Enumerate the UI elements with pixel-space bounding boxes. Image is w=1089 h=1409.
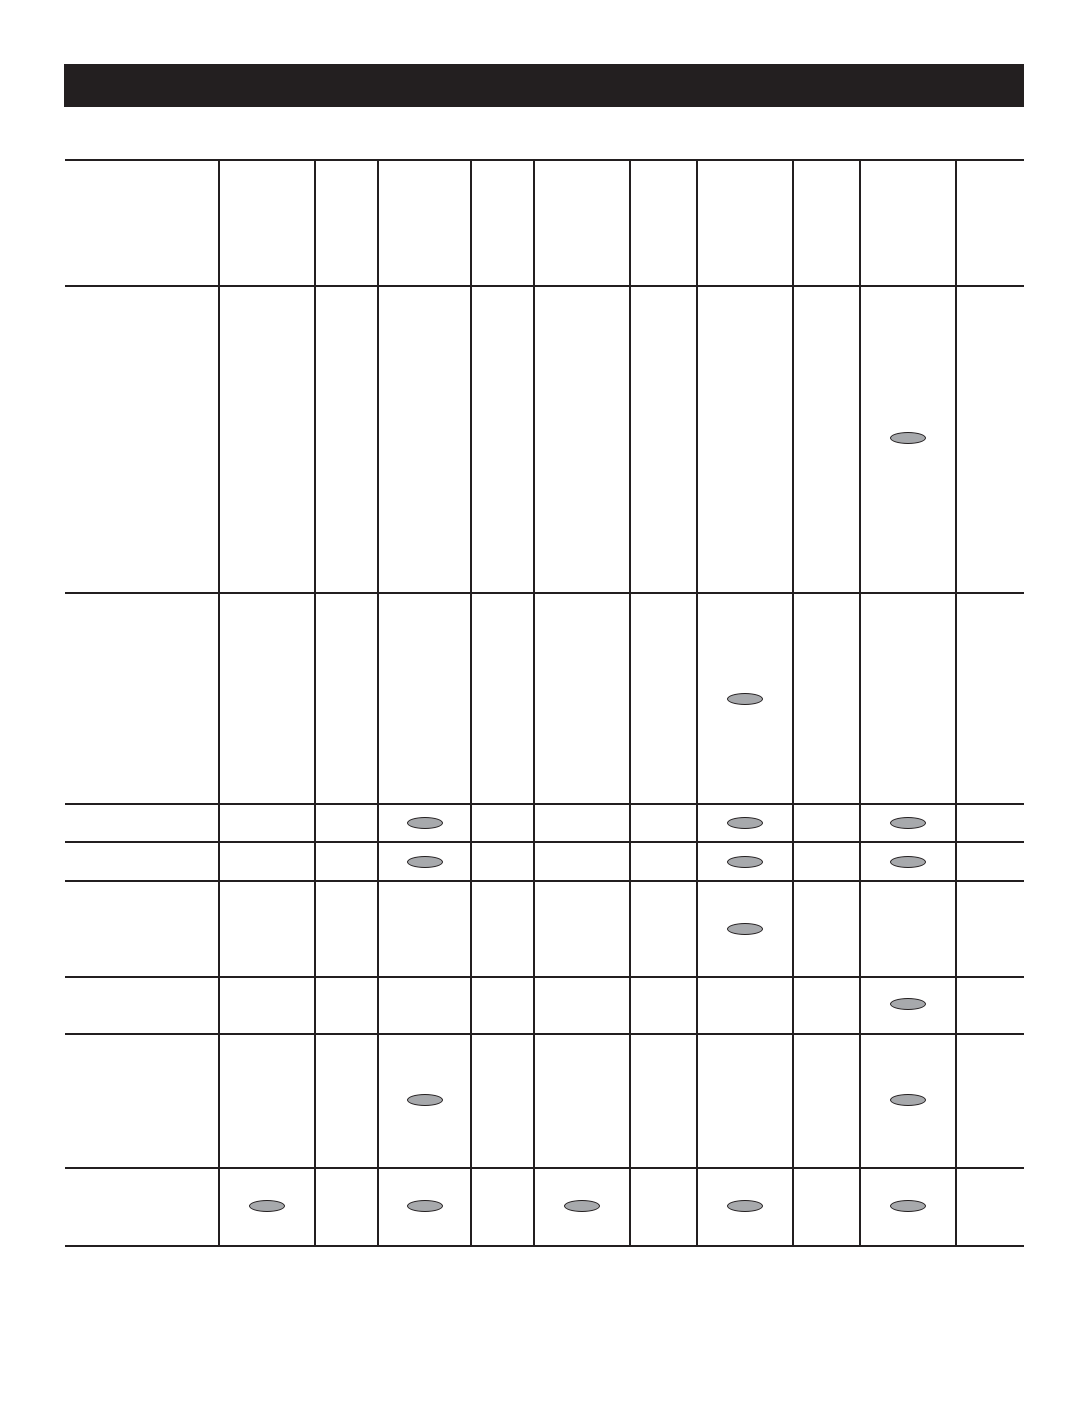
filled-oval-indicator-icon bbox=[407, 1200, 443, 1212]
filled-oval-indicator-icon bbox=[564, 1200, 600, 1212]
filled-oval-indicator-icon bbox=[890, 817, 926, 829]
filled-oval-indicator-icon bbox=[727, 817, 763, 829]
table-row-divider bbox=[65, 803, 1024, 805]
table-column-divider bbox=[955, 161, 957, 1247]
table-row-divider bbox=[65, 976, 1024, 978]
table-column-divider bbox=[377, 161, 379, 1247]
filled-oval-indicator-icon bbox=[890, 1200, 926, 1212]
filled-oval-indicator-icon bbox=[727, 693, 763, 705]
table-column-divider bbox=[629, 161, 631, 1247]
table-column-divider bbox=[859, 161, 861, 1247]
table-column-divider bbox=[314, 161, 316, 1247]
filled-oval-indicator-icon bbox=[890, 432, 926, 444]
filled-oval-indicator-icon bbox=[727, 1200, 763, 1212]
filled-oval-indicator-icon bbox=[727, 856, 763, 868]
filled-oval-indicator-icon bbox=[407, 1094, 443, 1106]
filled-oval-indicator-icon bbox=[890, 998, 926, 1010]
table-row-divider bbox=[65, 592, 1024, 594]
filled-oval-indicator-icon bbox=[890, 856, 926, 868]
table-column-divider bbox=[470, 161, 472, 1247]
table-row-divider bbox=[65, 1245, 1024, 1247]
filled-oval-indicator-icon bbox=[407, 856, 443, 868]
table-row-divider bbox=[65, 880, 1024, 882]
table-column-divider bbox=[696, 161, 698, 1247]
table-row-divider bbox=[65, 1033, 1024, 1035]
filled-oval-indicator-icon bbox=[890, 1094, 926, 1106]
table-row-divider bbox=[65, 1167, 1024, 1169]
filled-oval-indicator-icon bbox=[249, 1200, 285, 1212]
table-column-divider bbox=[218, 161, 220, 1247]
filled-oval-indicator-icon bbox=[727, 923, 763, 935]
filled-oval-indicator-icon bbox=[407, 817, 443, 829]
table-row-divider bbox=[65, 159, 1024, 161]
table-column-divider bbox=[533, 161, 535, 1247]
table-column-divider bbox=[792, 161, 794, 1247]
table-row-divider bbox=[65, 841, 1024, 843]
table-row-divider bbox=[65, 285, 1024, 287]
